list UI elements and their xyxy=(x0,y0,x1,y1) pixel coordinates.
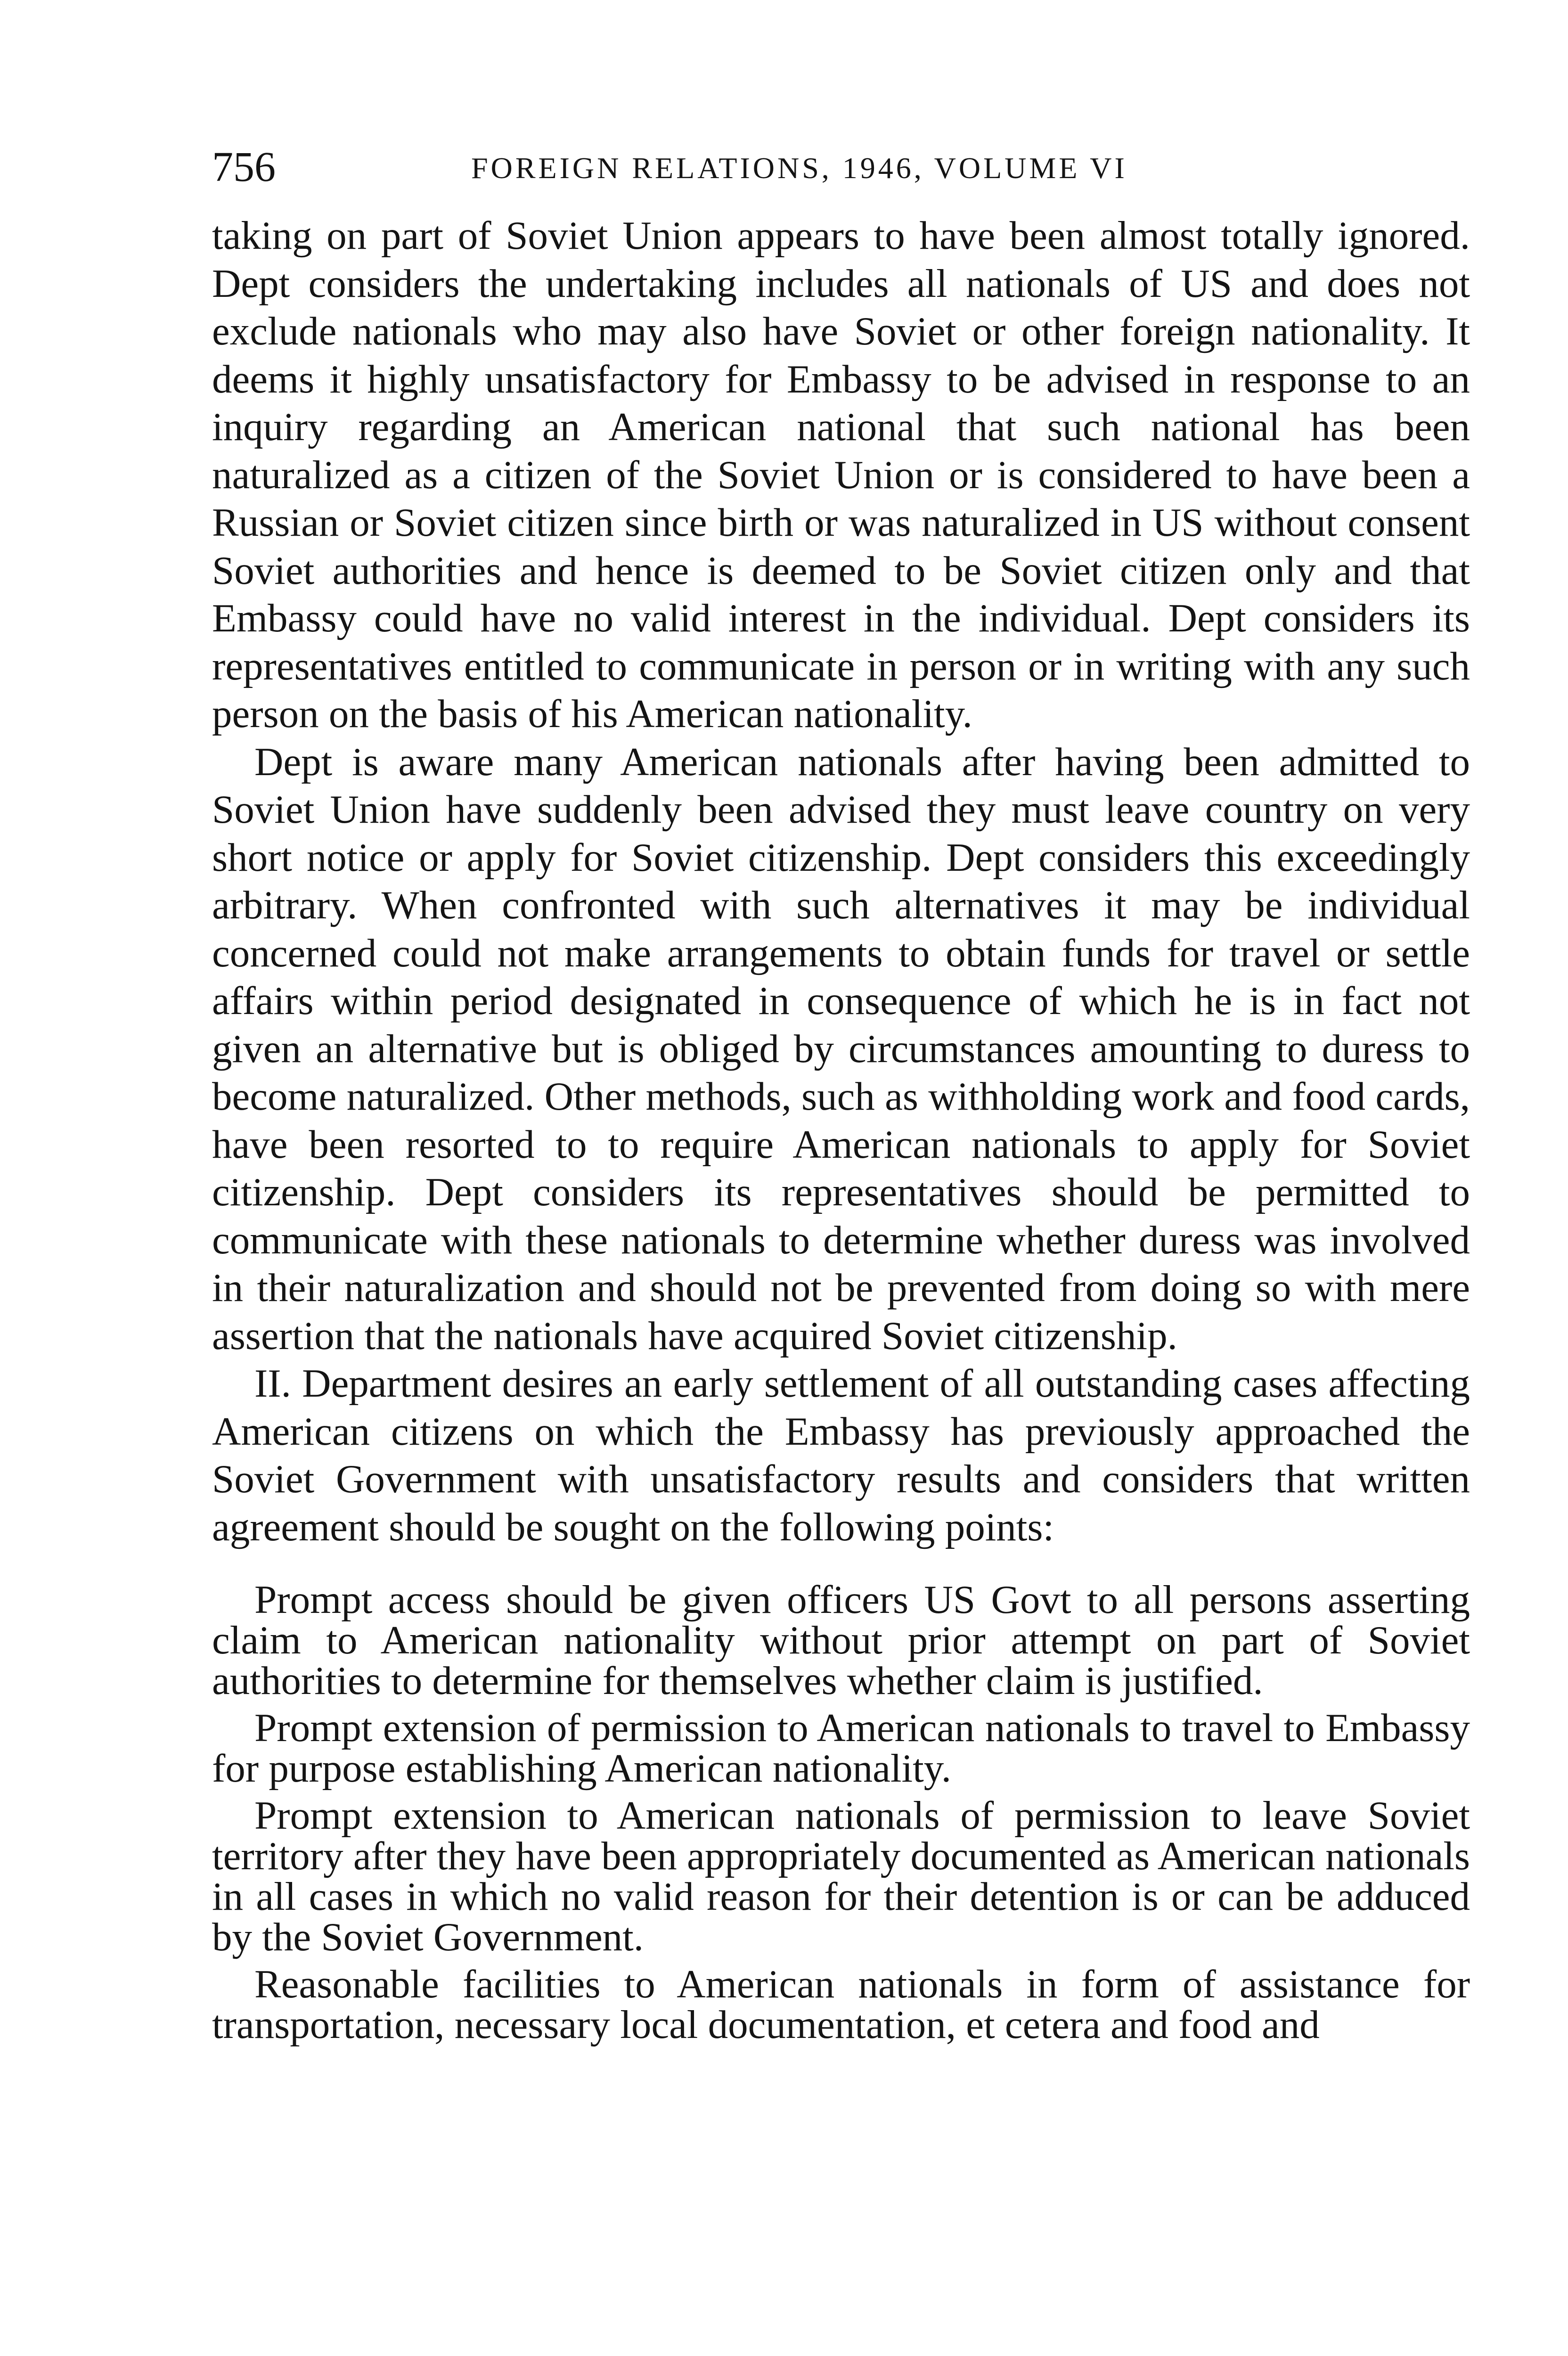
agreement-points-list xyxy=(212,1579,1470,2045)
point-permission-to-leave: Prompt extension to American nationals of permission to leave Soviet territory after they have been appropriately documented as American nationals in all cases in which no valid reason for their detention is or can be adduced by the Soviet Government. xyxy=(212,1793,1470,1959)
paragraph-section-ii: II. Department desires an early settlement of all outstanding cases affecting American citizens on which the Embassy has previously approached the Soviet Government with unsatisfactory results and considers that written agreement should be sought on the following points: xyxy=(212,1361,1470,1549)
page-number: 756 xyxy=(212,144,276,190)
point-prompt-access: Prompt access should be given officers US Govt to all persons asserting claim to American nationality without prior attempt on part of Soviet authorities to determine for themselves whether claim is justified. xyxy=(212,1578,1470,1703)
running-title: FOREIGN RELATIONS, 1946, VOLUME VI xyxy=(471,151,1127,185)
point-travel-to-embassy: Prompt extension of permission to American nationals to travel to Embassy for purpose establishing American nationality. xyxy=(212,1706,1470,1791)
paragraph-arbitrary-departure: Dept is aware many American nationals after having been admitted to Soviet Union have suddenly been advised they must leave country on very short notice or apply for Soviet citizenship. Dept considers this exceedingly arbitrary. When confronted with such alternatives it may be individual concerned could not make arrangements to obtain funds for travel or settle affairs within period designated in consequence of which he is in fact not given an alternative but is obliged by circumstances amounting to duress to become naturalized. Other methods, such as withholding work and food cards, have been resorted to to require American nationals to apply for Soviet citizenship. Dept considers its representatives should be permitted to communicate with these nationals to determine whether duress was involved in their naturalization and should not be prevented from doing so with mere assertion that the nationals have acquired Soviet citizenship. xyxy=(212,739,1470,1358)
document-page xyxy=(212,141,1470,2052)
running-head xyxy=(212,141,1470,212)
paragraph-continuation: taking on part of Soviet Union appears to have been almost totally ignored. Dept considers the undertaking includes all nationals of US and does not exclude nationals who may also have Soviet or other foreign nationality. It deems it highly unsatisfactory for Embassy to be advised in response to an inquiry regarding an American national that such national has been naturalized as a citizen of the Soviet Union or is considered to have been a Russian or Soviet citizen since birth or was naturalized in US without consent Soviet authorities and hence is deemed to be Soviet citizen only and that Embassy could have no valid interest in the individual. Dept considers its representatives entitled to communicate in person or in writing with any such person on the basis of his American nationality. xyxy=(212,213,1470,736)
point-reasonable-facilities: Reasonable facilities to American nationals in form of assistance for transportation, necessary local documentation, et cetera and food and xyxy=(212,1962,1470,2047)
